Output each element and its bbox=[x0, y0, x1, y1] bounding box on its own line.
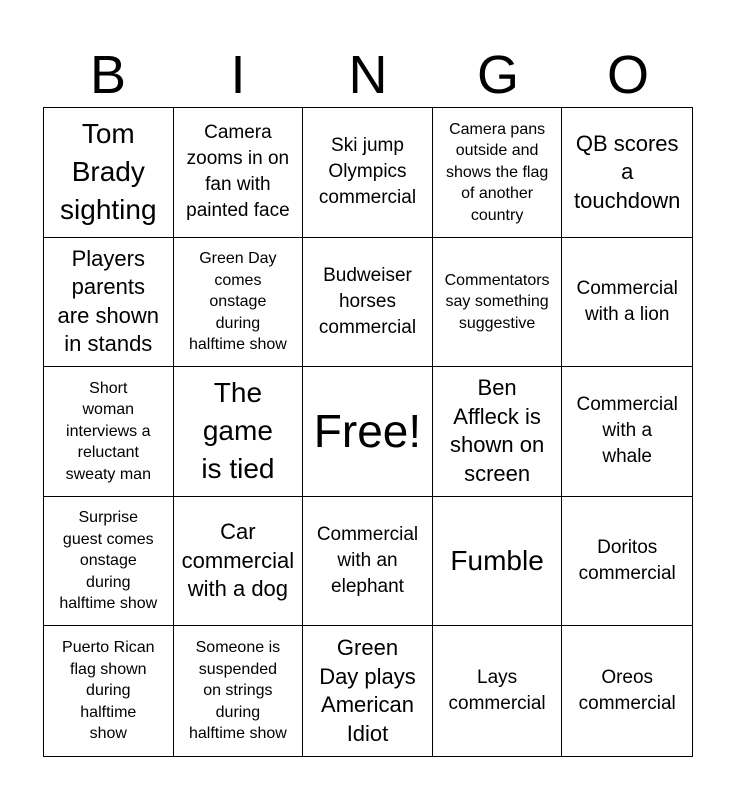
bingo-cell[interactable]: The game is tied bbox=[174, 367, 304, 497]
bingo-cell[interactable]: Ben Affleck is shown on screen bbox=[433, 367, 563, 497]
bingo-cell[interactable]: Doritos commercial bbox=[562, 497, 692, 627]
bingo-cell[interactable]: Green Day plays American Idiot bbox=[303, 626, 433, 756]
bingo-cell[interactable]: Car commercial with a dog bbox=[174, 497, 304, 627]
bingo-cell[interactable]: Puerto Rican flag shown during halftime show bbox=[44, 626, 174, 756]
bingo-cell[interactable]: Tom Brady sighting bbox=[44, 108, 174, 238]
bingo-cell[interactable]: Budweiser horses commercial bbox=[303, 238, 433, 368]
bingo-header bbox=[43, 42, 693, 108]
bingo-cell[interactable]: QB scores a touchdown bbox=[562, 108, 692, 238]
bingo-cell[interactable]: Commentators say something suggestive bbox=[433, 238, 563, 368]
bingo-cell[interactable]: Camera pans outside and shows the flag of another country bbox=[433, 108, 563, 238]
header-letter-i: I bbox=[230, 45, 246, 105]
bingo-cell[interactable]: Commercial with a lion bbox=[562, 238, 692, 368]
bingo-cell[interactable]: Someone is suspended on strings during halftime show bbox=[174, 626, 304, 756]
bingo-cell[interactable]: Fumble bbox=[433, 497, 563, 627]
free-space-cell[interactable]: Free! bbox=[303, 367, 433, 497]
bingo-board bbox=[43, 107, 693, 757]
bingo-cell[interactable]: Ski jump Olympics commercial bbox=[303, 108, 433, 238]
bingo-cell[interactable]: Surprise guest comes onstage during halftime show bbox=[44, 497, 174, 627]
bingo-cell[interactable]: Short woman interviews a reluctant sweaty man bbox=[44, 367, 174, 497]
header-letter-b: B bbox=[89, 45, 127, 105]
bingo-cell[interactable]: Commercial with an elephant bbox=[303, 497, 433, 627]
bingo-cell[interactable]: Lays commercial bbox=[433, 626, 563, 756]
header-letter-n: N bbox=[348, 45, 388, 105]
header-letter-o: O bbox=[606, 45, 649, 105]
bingo-cell[interactable]: Commercial with a whale bbox=[562, 367, 692, 497]
bingo-cell[interactable]: Green Day comes onstage during halftime show bbox=[174, 238, 304, 368]
bingo-cell[interactable]: Camera zooms in on fan with painted face bbox=[174, 108, 304, 238]
bingo-cell[interactable]: Oreos commercial bbox=[578, 667, 676, 715]
header-letter-g: G bbox=[476, 45, 519, 105]
bingo-cell[interactable]: Players parents are shown in stands bbox=[44, 238, 174, 368]
